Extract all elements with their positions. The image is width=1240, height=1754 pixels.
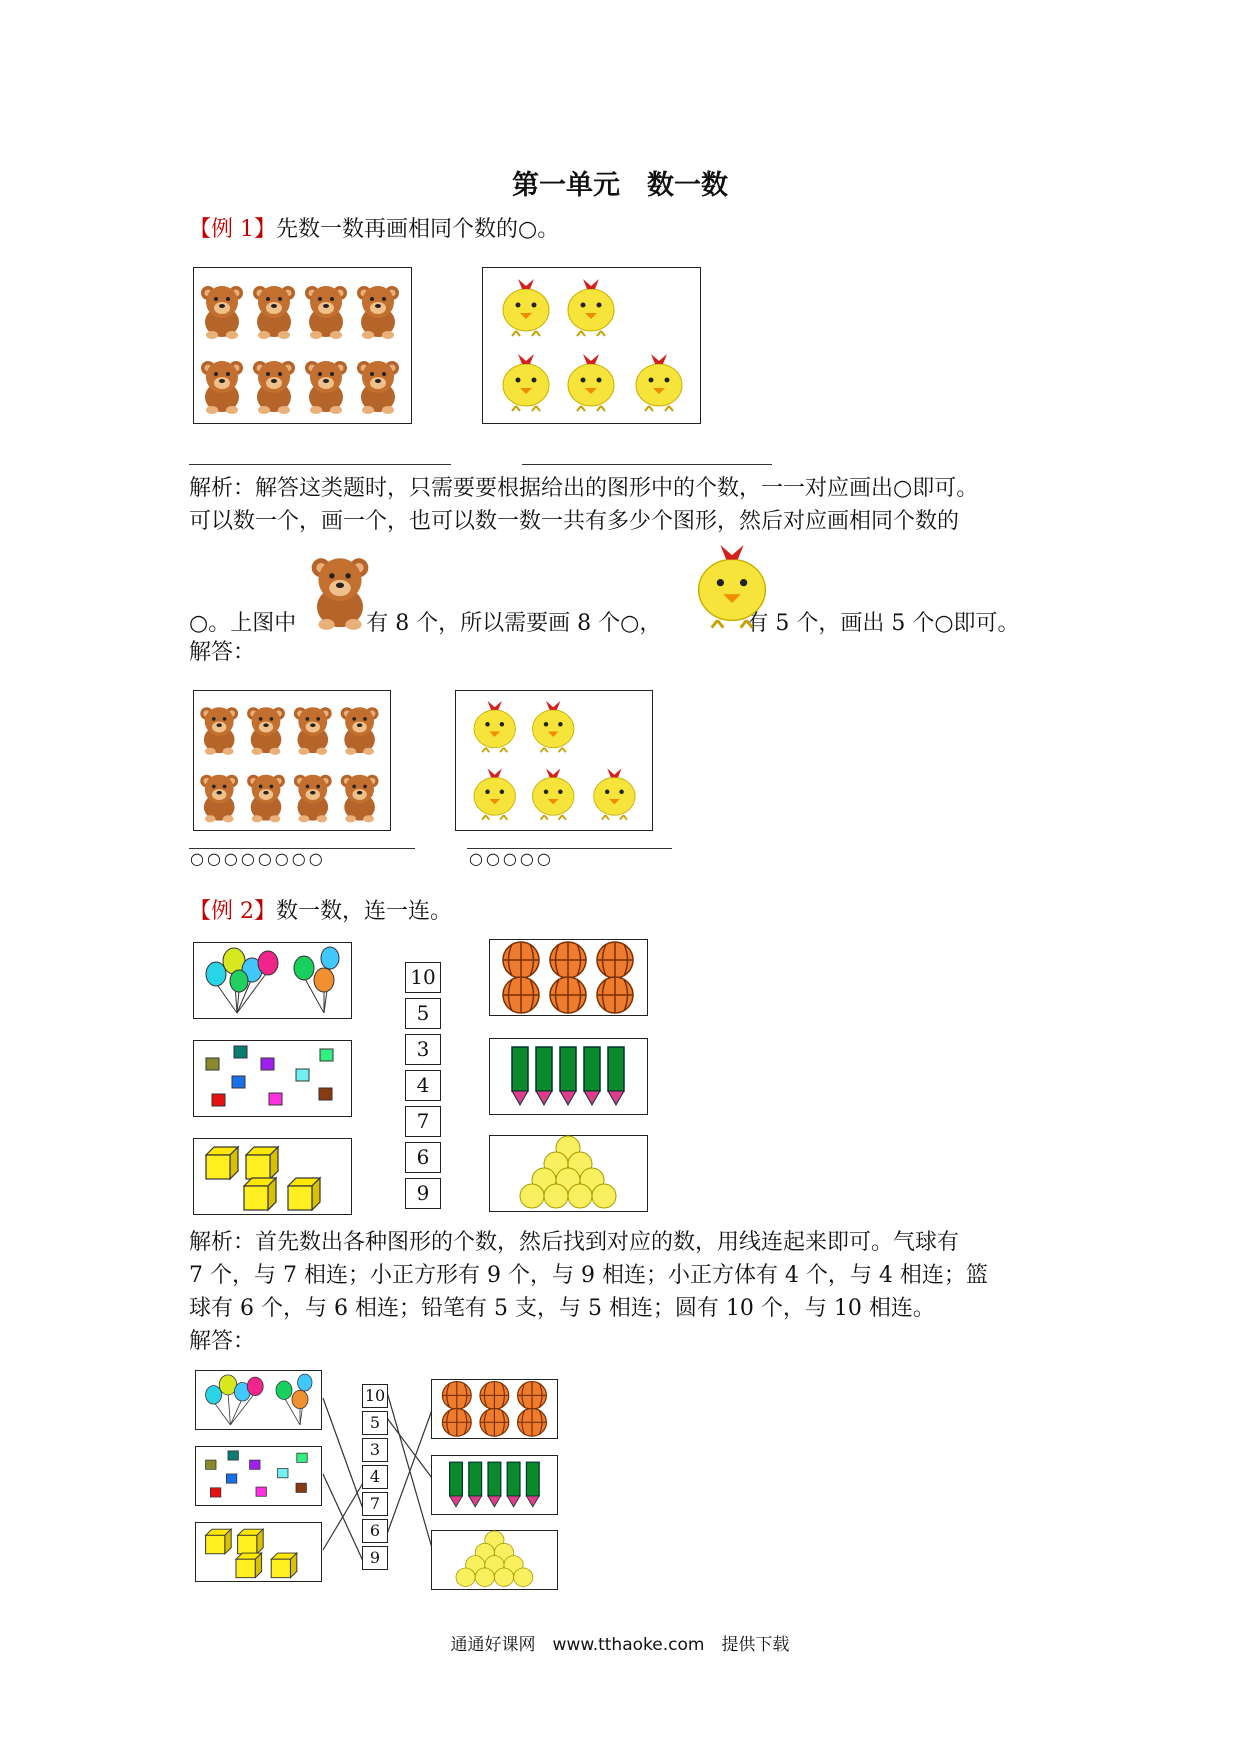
number-box-7[interactable]: 7: [405, 1106, 441, 1137]
example1-heading: [189, 213, 559, 246]
example1-answer-label: 解答：: [189, 640, 256, 665]
answer-number-4: 4: [362, 1465, 388, 1489]
analysis-text-b: 有 8 个，所以需要画 8 个○，: [366, 611, 662, 636]
answer-number-7: 7: [362, 1492, 388, 1516]
answer-bears-illustration: [194, 691, 390, 830]
answer-diagram: [195, 1370, 565, 1595]
answer-cubes-illustration: [196, 1523, 321, 1581]
answer-pencils-box: [431, 1455, 558, 1515]
answer-number-6: 6: [362, 1519, 388, 1543]
answer-number-column: [362, 1384, 388, 1570]
answer-circles-chicks: ○○○○○: [469, 849, 554, 868]
example1-analysis-line2: 可以数一个，画一个，也可以数一数一共有多少个图形，然后对应画相同个数的: [189, 509, 960, 534]
example2-answer-label: 解答：: [189, 1329, 256, 1354]
number-box-10[interactable]: 10: [405, 962, 441, 993]
answer-squares-box: [195, 1446, 322, 1506]
answer-basketballs-illustration: [432, 1380, 557, 1438]
answer-pencils-illustration: [432, 1456, 557, 1514]
answer-circles-illustration: [432, 1531, 557, 1589]
answer-chicks-box: [455, 690, 653, 831]
blank-line-bears[interactable]: [189, 464, 451, 465]
example2-heading: [189, 895, 452, 928]
answer-basketballs-box: [431, 1379, 558, 1439]
pencils-illustration: [490, 1039, 647, 1114]
basketballs-box: [489, 939, 648, 1016]
number-box-5[interactable]: 5: [405, 998, 441, 1029]
number-box-6[interactable]: 6: [405, 1142, 441, 1173]
answer-circles-box: [431, 1530, 558, 1590]
example1-analysis-line1: 解析：解答这类题时，只需要要根据给出的图形中的个数，一一对应画出○即可。: [189, 476, 979, 501]
squares-box: [193, 1040, 352, 1117]
page-title: 第一单元 数一数: [512, 170, 728, 201]
footer-credit: 通通好课网 www.tthaoke.com 提供下载: [450, 1635, 790, 1655]
chicks-illustration: [483, 268, 700, 423]
number-box-3[interactable]: 3: [405, 1034, 441, 1065]
number-column: [405, 962, 441, 1209]
answer-number-3: 3: [362, 1438, 388, 1462]
analysis-text-c: 有 5 个，画出 5 个○即可。: [746, 611, 1020, 636]
answer-number-5: 5: [362, 1411, 388, 1435]
answer-balloons-box: [195, 1370, 322, 1430]
answer-circles-bears: ○○○○○○○○: [190, 849, 326, 868]
cubes-box: [193, 1138, 352, 1215]
chicks-box: [482, 267, 701, 424]
answer-cubes-box: [195, 1522, 322, 1582]
inline-chick-image: [694, 545, 770, 625]
balloons-box: [193, 942, 352, 1019]
circles-illustration: [490, 1136, 647, 1211]
squares-illustration: [194, 1041, 351, 1116]
circles-box: [489, 1135, 648, 1212]
cubes-illustration: [194, 1139, 351, 1214]
example1-prompt: 先数一数再画相同个数的○。: [276, 217, 560, 242]
answer-balloons-illustration: [196, 1371, 321, 1429]
answer-bears-box: [193, 690, 391, 831]
balloons-illustration: [194, 943, 351, 1018]
answer-chicks-illustration: [456, 691, 652, 830]
example1-tag: 【例 1】: [189, 217, 276, 242]
answer-number-9: 9: [362, 1546, 388, 1570]
example2-prompt: 数一数，连一连。: [276, 899, 453, 924]
blank-line-chicks[interactable]: [522, 464, 772, 465]
inline-bear-image: [304, 548, 376, 628]
number-box-4[interactable]: 4: [405, 1070, 441, 1101]
number-box-9[interactable]: 9: [405, 1178, 441, 1209]
example2-analysis-line2: 7 个，与 7 相连；小正方形有 9 个，与 9 相连；小正方体有 4 个，与 4 相连；篮: [189, 1263, 988, 1288]
answer-squares-illustration: [196, 1447, 321, 1505]
example2-tag: 【例 2】: [189, 899, 276, 924]
bears-illustration: [194, 268, 411, 423]
answer-number-10: 10: [362, 1384, 388, 1408]
pencils-box: [489, 1038, 648, 1115]
bears-box: [193, 267, 412, 424]
analysis-text-a: ○。上图中: [189, 611, 297, 636]
basketballs-illustration: [490, 940, 647, 1015]
example2-analysis-line1: 解析：首先数出各种图形的个数，然后找到对应的数，用线连起来即可。气球有: [189, 1230, 960, 1255]
example2-analysis-line3: 球有 6 个，与 6 相连；铅笔有 5 支，与 5 相连；圆有 10 个，与 10 相连。: [189, 1296, 935, 1321]
